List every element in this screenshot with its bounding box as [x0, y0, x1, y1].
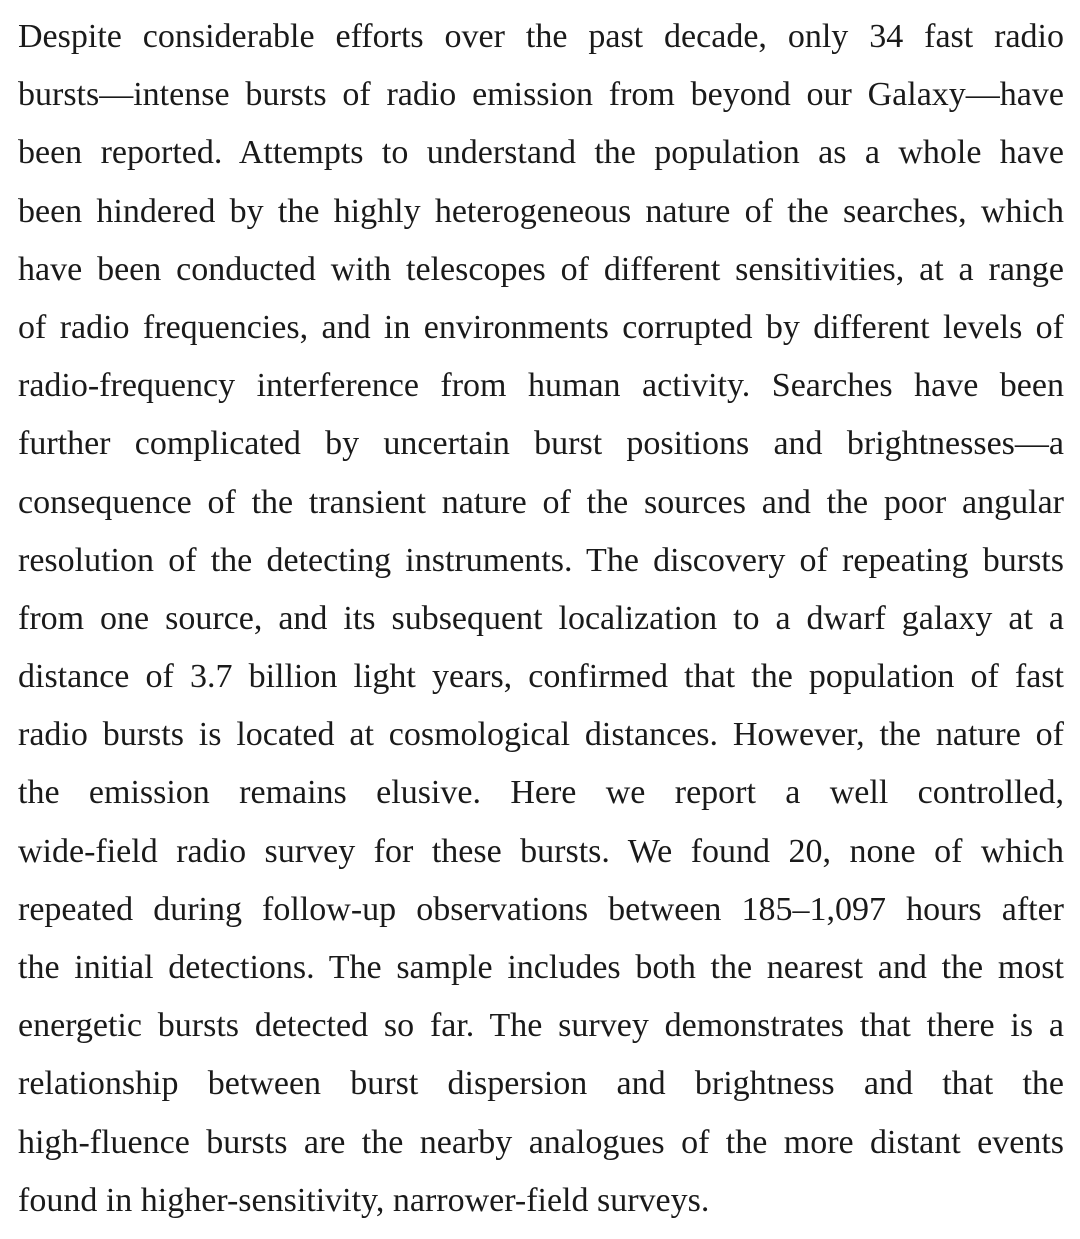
- text-line-15: wide-field radio survey for these bursts. We found 20, none of which: [18, 832, 1064, 870]
- text-line-7: radio-frequency interference from human activity. Searches have been: [18, 367, 1064, 405]
- text-line-1: Despite considerable efforts over the past decade, only 34 fast radio: [18, 18, 1064, 55]
- text-line-18: energetic bursts detected so far. The survey demonstrates that there is a: [18, 1007, 1064, 1045]
- text-line-16: repeated during follow-up observations between 185–1,097 hours after: [18, 890, 1064, 928]
- text-line-9: consequence of the transient nature of the sources and the poor angular: [18, 483, 1064, 521]
- text-line-19: relationship between burst dispersion and brightness and that the: [18, 1065, 1064, 1103]
- text-line-6: of radio frequencies, and in environments corrupted by different levels of: [18, 308, 1064, 346]
- text-line-13: radio bursts is located at cosmological distances. However, the nature of: [18, 716, 1064, 754]
- text-line-10: resolution of the detecting instruments. The discovery of repeating bursts: [18, 541, 1064, 579]
- text-line-17: the initial detections. The sample includes both the nearest and the most: [18, 949, 1064, 986]
- text-line-14: the emission remains elusive. Here we report a well controlled,: [18, 774, 1064, 812]
- text-line-20: high-fluence bursts are the nearby analogues of the more distant events: [18, 1123, 1064, 1161]
- text-line-5: have been conducted with telescopes of different sensitivities, at a range: [18, 250, 1064, 288]
- text-line-21: found in higher-sensitivity, narrower-field surveys.: [18, 1181, 710, 1219]
- text-line-12: distance of 3.7 billion light years, confirmed that the population of fast: [18, 658, 1064, 696]
- text-line-4: been hindered by the highly heterogeneous nature of the searches, which: [18, 192, 1064, 230]
- text-line-11: from one source, and its subsequent localization to a dwarf galaxy at a: [18, 599, 1064, 637]
- abstract-paragraph: [18, 8, 1064, 1230]
- text-line-8: further complicated by uncertain burst positions and brightnesses—a: [18, 425, 1064, 463]
- text-line-3: been reported. Attempts to understand the population as a whole have: [18, 134, 1064, 172]
- text-line-2: bursts—intense bursts of radio emission from beyond our Galaxy—have: [18, 76, 1064, 114]
